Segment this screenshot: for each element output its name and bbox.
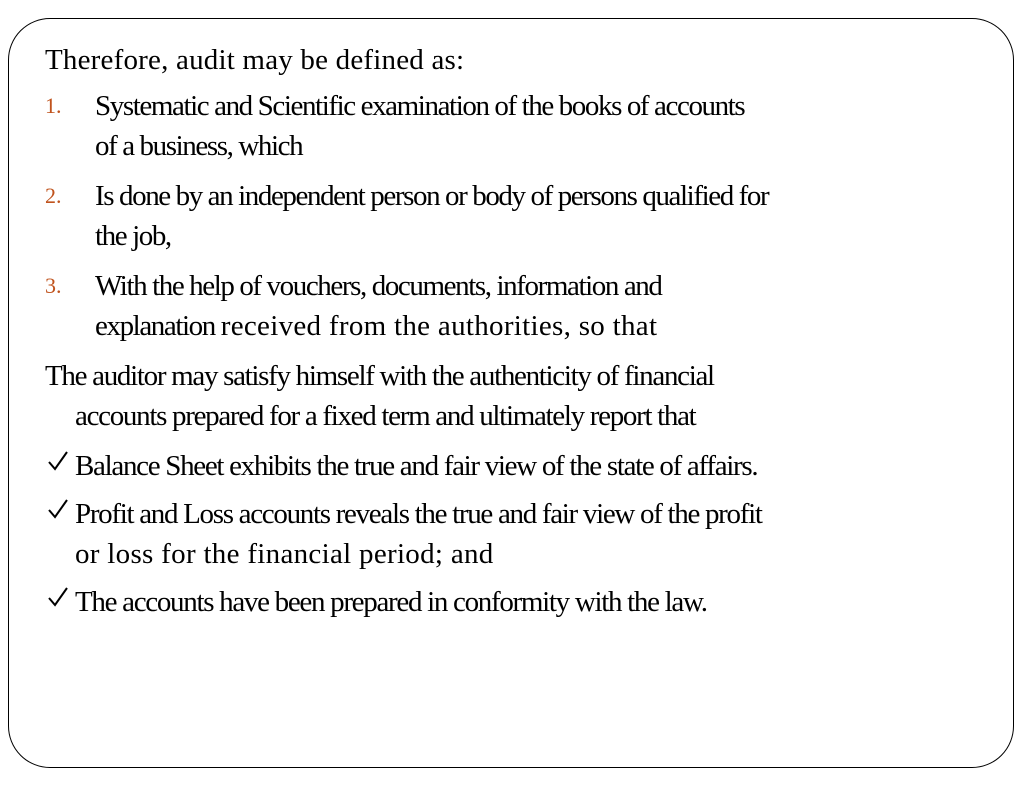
checkmark-icon <box>47 450 69 472</box>
item-line-part: received from the authorities, so that <box>220 310 658 342</box>
item-line: With the help of vouchers, documents, information and <box>95 270 662 302</box>
check-line: or loss for the financial period; and <box>75 538 494 570</box>
paragraph-line: accounts prepared for a fixed term and ultimately report that <box>75 400 696 432</box>
numbered-item-2 <box>45 176 965 256</box>
check-line: The accounts have been prepared in conformity with the law. <box>75 586 707 618</box>
auditor-paragraph <box>45 356 965 436</box>
slide-content <box>45 40 965 630</box>
numbered-item-1 <box>45 86 965 166</box>
item-line <box>95 306 965 346</box>
item-line: of a business, which <box>95 130 303 162</box>
check-line: Balance Sheet exhibits the true and fair view of the state of affairs. <box>75 450 758 482</box>
check-line: Profit and Loss accounts reveals the true and fair view of the profit <box>75 498 762 530</box>
item-number: 3. <box>45 273 62 298</box>
checkmark-icon <box>47 498 69 520</box>
item-line: Systematic and Scientific examination of the books of accounts <box>95 90 745 122</box>
item-line: Is done by an independent person or body of persons qualified for <box>95 180 769 212</box>
paragraph-line: The auditor may satisfy himself with the authenticity of financial <box>45 360 714 392</box>
numbered-item-3 <box>45 266 965 346</box>
item-number: 2. <box>45 183 62 208</box>
check-item-2 <box>45 494 965 574</box>
check-item-1 <box>45 446 965 486</box>
item-line: the job, <box>95 220 171 252</box>
checkmark-icon <box>47 586 69 608</box>
item-line-part: explanation <box>95 310 221 342</box>
item-number: 1. <box>45 93 62 118</box>
check-item-3 <box>45 582 965 622</box>
slide-heading: Therefore, audit may be defined as: <box>45 44 465 76</box>
